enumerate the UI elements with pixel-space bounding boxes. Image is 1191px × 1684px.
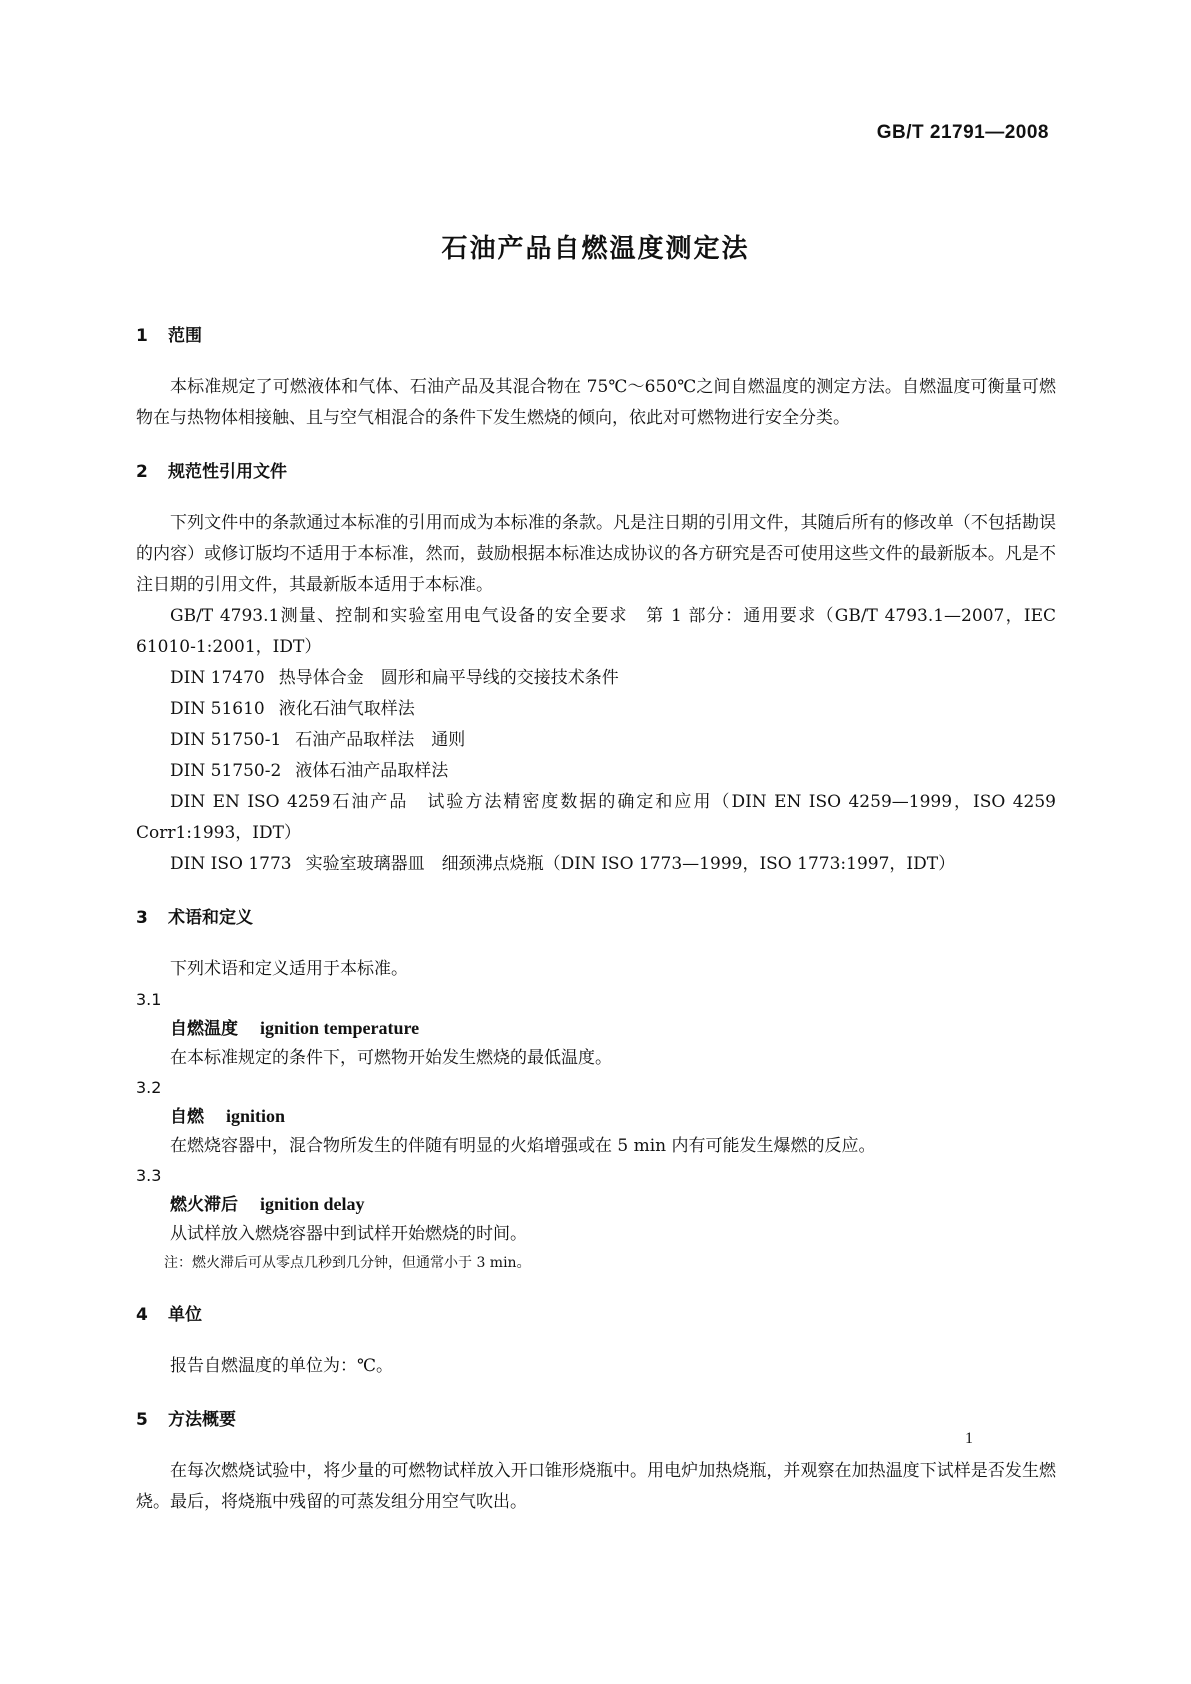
term-definition: 从试样放入燃烧容器中到试样开始燃烧的时间。: [170, 1224, 527, 1244]
term-number: 3.1: [136, 990, 162, 1009]
section-heading-normative-references: [136, 458, 1056, 486]
reference-item: [136, 663, 1056, 694]
reference-code: GB/T 4793.1: [170, 606, 280, 626]
standard-number: GB/T 21791—2008: [876, 122, 1049, 143]
reference-code: DIN 51750-1: [170, 730, 282, 750]
section-number: 2: [136, 462, 148, 482]
term-name-zh: 自燃温度: [170, 1019, 238, 1039]
section-title: 术语和定义: [168, 908, 253, 928]
reference-title: 液体石油产品取样法: [295, 761, 449, 781]
section-title: 范围: [168, 326, 202, 346]
term-number: 3.3: [136, 1166, 162, 1185]
reference-item: [136, 725, 1056, 756]
reference-item: [136, 787, 1056, 849]
section-title: 单位: [168, 1305, 202, 1325]
section-heading-method-summary: [136, 1406, 1056, 1434]
reference-title: 石油产品 试验方法精密度数据的确定和应用（DIN EN ISO 4259—1999，ISO 4259 Corr1:1993，IDT）: [136, 792, 1057, 843]
section-title: 方法概要: [168, 1410, 236, 1430]
term-name-en: ignition: [226, 1106, 286, 1126]
reference-code: DIN 51610: [170, 699, 265, 719]
term-definition: 在本标准规定的条件下，可燃物开始发生燃烧的最低温度。: [170, 1048, 612, 1068]
term-name-en: ignition delay: [260, 1194, 365, 1214]
reference-item: [136, 756, 1056, 787]
references-intro-paragraph: 下列文件中的条款通过本标准的引用而成为本标准的条款。凡是注日期的引用文件，其随后所有的修改单（不包括勘误的内容）或修订版均不适用于本标准，然而，鼓励根据本标准达成协议的各方研究是否可使用这些文件的最新版本。凡是不注日期的引用文件，其最新版本适用于本标准。: [136, 513, 1056, 595]
term-name: [136, 1014, 1056, 1044]
page-number: 1: [965, 1430, 973, 1447]
reference-title: 石油产品取样法 通则: [295, 730, 466, 750]
units-paragraph: 报告自燃温度的单位为：℃。: [170, 1356, 394, 1376]
term-name-en: ignition temperature: [260, 1018, 420, 1038]
document-title: 石油产品自燃温度测定法: [441, 234, 750, 264]
section-heading-terms-definitions: [136, 904, 1056, 932]
reference-item: [136, 849, 1056, 880]
document-body: [136, 322, 1056, 1518]
reference-code: DIN EN ISO 4259: [170, 792, 331, 812]
section-number: 1: [136, 326, 148, 346]
terms-intro-paragraph: 下列术语和定义适用于本标准。: [170, 959, 408, 979]
reference-code: DIN 51750-2: [170, 761, 282, 781]
section-number: 4: [136, 1305, 148, 1325]
method-summary-paragraph: 在每次燃烧试验中，将少量的可燃物试样放入开口锥形烧瓶中。用电炉加热烧瓶，并观察在加热温度下试样是否发生燃烧。最后，将烧瓶中残留的可蒸发组分用空气吹出。: [136, 1461, 1056, 1512]
reference-code: DIN 17470: [170, 668, 265, 688]
reference-title: 热导体合金 圆形和扁平导线的交接技术条件: [278, 668, 619, 688]
term-name-zh: 燃火滞后: [170, 1195, 238, 1215]
reference-title: 测量、控制和实验室用电气设备的安全要求 第 1 部分：通用要求（GB/T 4793.1—2007，IEC 61010-1:2001，IDT）: [136, 606, 1057, 657]
reference-title: 液化石油气取样法: [278, 699, 415, 719]
section-number: 5: [136, 1410, 148, 1430]
reference-code: DIN ISO 1773: [170, 854, 292, 874]
term-name-zh: 自燃: [170, 1107, 204, 1127]
term-definition: 在燃烧容器中，混合物所发生的伴随有明显的火焰增强或在 5 min 内有可能发生爆燃的反应。: [170, 1136, 876, 1156]
reference-title: 实验室玻璃器皿 细颈沸点烧瓶（DIN ISO 1773—1999，ISO 1773:1997，IDT）: [305, 854, 956, 874]
section-number: 3: [136, 908, 148, 928]
scope-paragraph: 本标准规定了可燃液体和气体、石油产品及其混合物在 75℃～650℃之间自燃温度的测定方法。自燃温度可衡量可燃物在与热物体相接触、且与空气相混合的条件下发生燃烧的倾向，依此对可燃物进行安全分类。: [136, 377, 1056, 428]
section-heading-scope: [136, 322, 1056, 350]
reference-item: [136, 694, 1056, 725]
reference-item: [136, 601, 1056, 663]
term-name: [136, 1190, 1056, 1220]
section-heading-units: [136, 1301, 1056, 1329]
term-note: 注：燃火滞后可从零点几秒到几分钟，但通常小于 3 min。: [164, 1255, 531, 1271]
section-title: 规范性引用文件: [168, 462, 287, 482]
term-number: 3.2: [136, 1078, 162, 1097]
term-name: [136, 1102, 1056, 1132]
